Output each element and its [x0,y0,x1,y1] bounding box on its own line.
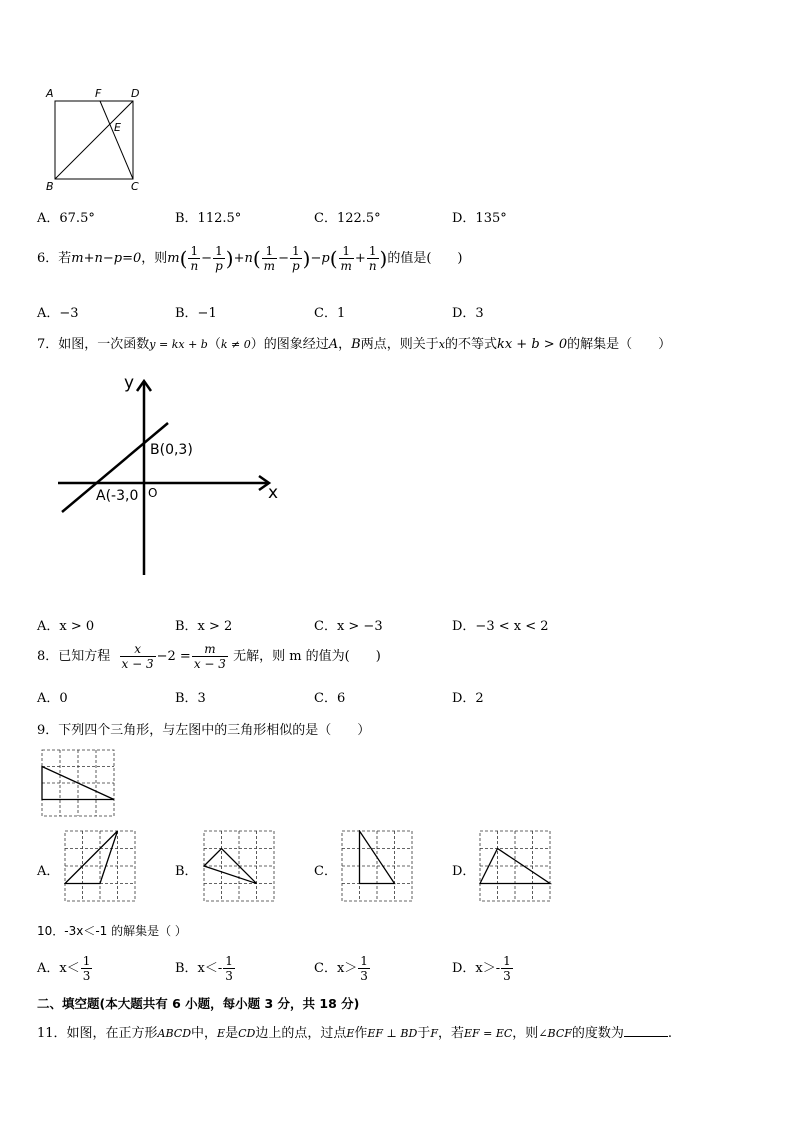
fig5-label-c: C [131,180,139,193]
q8-option-b: B．3 [175,691,206,706]
q9-option-c-label: C． [314,864,337,879]
q10-option-d: D．x＞- $\frac{1}{3}$ [452,954,511,983]
q10-option-c: C．x＞ $\frac{1}{3}$ [314,954,368,983]
q7-axis-y: y [124,373,135,393]
q9-option-b-label: B． [175,864,198,879]
q7-func: y = kx + b [149,338,208,351]
q6-m1: m [167,251,180,266]
q6-p1: p [321,251,330,266]
q9-reference-triangle [41,749,117,819]
q7-option-a: A．x > 0 [37,619,95,634]
fig5-label-a: A [46,87,54,100]
q7-option-c: C．x > −3 [314,619,383,634]
q7-origin: O [148,486,158,500]
q6-frac-1-m-2: $\frac{1}{m}$ [340,244,352,273]
q8-frac-m: $\frac{m}{x - 3}$ [193,642,226,671]
q7-point-a: A(-3,0 [96,488,139,504]
q6-n1: n [244,251,253,266]
question-8: 8．已知方程 $\frac{x}{x - 3}$ −2 = $\frac{m}{x - 3}$ 无解，则 m 的值为( ) [37,642,381,671]
q6-frac-1-n: $\frac{1}{n}$ [190,244,199,273]
q9-option-d-figure [479,830,553,902]
q5-option-c: C．122.5° [314,211,381,226]
q9-option-a-figure [64,830,138,902]
q7-option-d: D．−3 < x < 2 [452,619,549,634]
q6-tail: 的值是( ) [387,251,463,266]
q10-option-b: B．x＜- $\frac{1}{3}$ [175,954,233,983]
section-2-heading: 二、填空题(本大题共有 6 小题，每小题 3 分，共 18 分) [37,996,360,1011]
q9-option-b-figure [203,830,277,902]
q9-option-c-figure [341,830,415,902]
q5-square-figure [40,84,150,194]
q7-ineq: kx + b > 0 [496,337,568,352]
q6-option-b: B．−1 [175,306,217,321]
q8-option-d: D．2 [452,691,484,706]
q6-frac-1-p: $\frac{1}{p}$ [215,244,223,273]
q5-option-a: A．67.5° [37,211,95,226]
q7-linear-graph [50,370,290,580]
q7-axis-x: x [268,483,279,503]
q8-option-c: C．6 [314,691,346,706]
question-11: 11．如图，在正方形ABCD中，E是CD边上的点，过点E作EF ⊥ BD于F，若EF = EC，则∠BCF的度数为 . [37,1026,673,1041]
q5-option-b: B．112.5° [175,211,242,226]
q6-option-c: C．1 [314,306,346,321]
question-7: 7．如图，一次函数y = kx + b（k ≠ 0）的图象经过A，B两点，则关于x的不等式kx + b > 0的解集是（ ） [37,337,672,352]
q10-option-a: A．x＜ $\frac{1}{3}$ [37,954,91,983]
fig5-label-f: F [95,87,102,100]
q5-option-d: D．135° [452,211,507,226]
q6-frac-1-n-2: $\frac{1}{n}$ [368,244,377,273]
fig5-label-b: B [46,180,54,193]
question-9: 9．下列四个三角形，与左图中的三角形相似的是（ ） [37,723,371,738]
q6-frac-1-m: $\frac{1}{m}$ [263,244,276,273]
question-6: 6．若m+n−p=0，则m( $\frac{1}{n}$ − $\frac{1}{p}$ )+n( $\frac{1}{m}$ − $\frac{1}{p}$ )−p( $\frac{1}{m}$ + $\frac{1}{n}$ )的值是( ) [37,244,463,273]
fig5-label-d: D [131,87,140,100]
q6-option-a: A．−3 [37,306,79,321]
q7-point-b: B(0,3) [150,442,193,458]
q9-option-d-label: D． [452,864,476,879]
q9-option-a-label: A． [37,864,60,879]
q6-comma: ，则 [141,251,168,266]
q6-text-pre: 若 [58,251,72,266]
q6-condition: m+n−p=0 [71,251,142,266]
fig5-label-e: E [114,121,121,134]
q7-option-b: B．x > 2 [175,619,233,634]
q6-num: 6． [37,251,59,266]
q6-frac-1-p-2: $\frac{1}{p}$ [291,244,300,273]
q6-option-d: D．3 [452,306,484,321]
q11-answer-blank[interactable] [624,1036,668,1037]
question-10: 10．-3x＜-1 的解集是（ ） [37,924,187,938]
q8-option-a: A．0 [37,691,68,706]
q8-frac-x: $\frac{x}{x - 3}$ [121,642,154,671]
